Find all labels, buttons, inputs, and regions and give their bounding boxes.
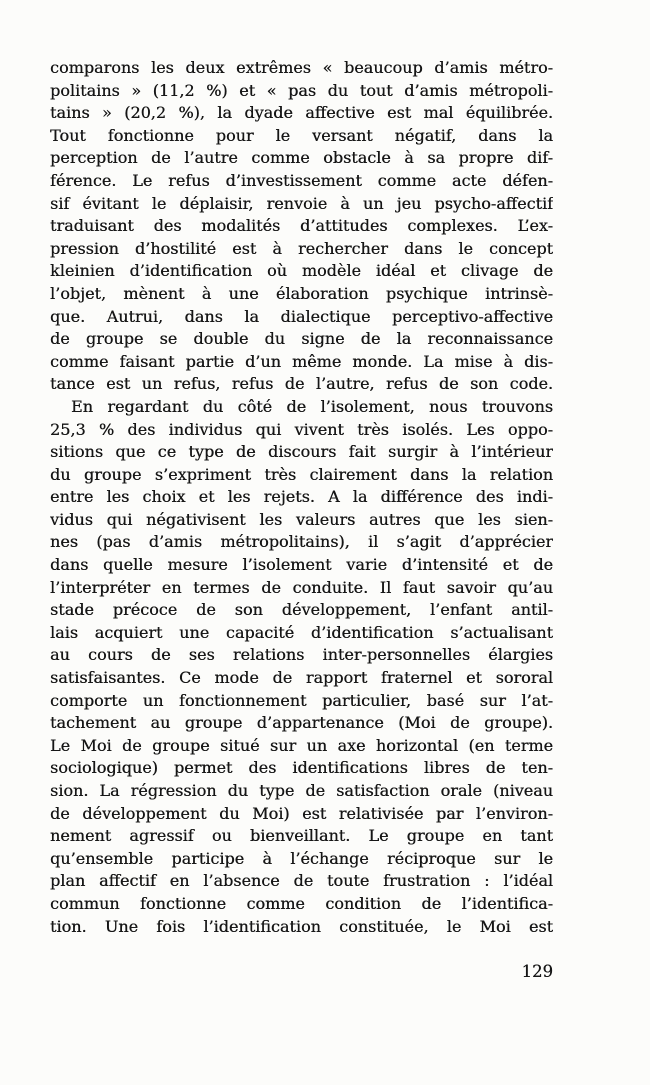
text-line: vidus qui négativisent les valeurs autres que les sien- (50, 509, 553, 529)
text-line: traduisant des modalités d’attitudes complexes. L’ex- (50, 216, 553, 236)
paragraph (50, 396, 553, 938)
text-line: sif évitant le déplaisir, renvoie à un jeu psycho-affectif (50, 193, 553, 213)
text-line: tachement au groupe d’appartenance (Moi de groupe). (50, 713, 553, 733)
text-line: que. Autrui, dans la dialectique perceptivo-affective (50, 306, 553, 326)
text-line: de développement du Moi) est relativisée par l’environ- (50, 803, 553, 823)
text-line: comparons les deux extrêmes « beaucoup d’amis métro- (50, 58, 553, 77)
text-line: Le Moi de groupe situé sur un axe horizontal (en terme (50, 735, 553, 755)
text-line: qu’ensemble participe à l’échange réciproque sur le (50, 848, 553, 868)
page-number: 129 (521, 962, 553, 981)
text-line: l’objet, mènent à une élaboration psychique intrinsè- (50, 283, 553, 303)
text-line: de groupe se double du signe de la reconnaissance (50, 329, 553, 349)
text-line: 25,3 % des individus qui vivent très isolés. Les oppo- (50, 419, 553, 439)
text-line: sociologique) permet des identifications libres de ten- (50, 758, 553, 778)
text-line: Tout fonctionne pour le versant négatif, dans la (50, 125, 553, 145)
text-line: perception de l’autre comme obstacle à sa propre dif- (50, 148, 553, 168)
text-line: pression d’hostilité est à rechercher dans le concept (50, 238, 553, 258)
text-line: stade précoce de son développement, l’enfant antil- (50, 600, 553, 620)
text-line: plan affectif en l’absence de toute frustration : l’idéal (50, 871, 553, 891)
text-line: du groupe s’expriment très clairement dans la relation (50, 464, 553, 484)
text-line: En regardant du côté de l’isolement, nous trouvons (71, 396, 553, 416)
text-line: entre les choix et les rejets. A la différence des indi- (50, 487, 553, 507)
text-line: comme faisant partie d’un même monde. La mise à dis- (50, 351, 553, 371)
text-line: férence. Le refus d’investissement comme acte défen- (50, 170, 553, 190)
text-line: au cours de ses relations inter-personnelles élargies (50, 645, 553, 665)
text-line: sion. La régression du type de satisfaction orale (niveau (50, 781, 553, 800)
text-line: lais acquiert une capacité d’identification s’actualisant (50, 622, 553, 642)
text-line: nement agressif ou bienveillant. Le groupe en tant (50, 826, 553, 846)
paragraph (50, 57, 553, 396)
text-line: nes (pas d’amis métropolitains), il s’agit d’apprécier (50, 532, 553, 552)
text-line: tion. Une fois l’identification constituée, le Moi est (50, 916, 553, 936)
text-line: kleinien d’identification où modèle idéal et clivage de (50, 261, 553, 281)
text-line: tains » (20,2 %), la dyade affective est mal équilibrée. (50, 103, 553, 123)
page-text (50, 57, 553, 938)
text-line: tance est un refus, refus de l’autre, refus de son code. (50, 374, 553, 394)
text-line: dans quelle mesure l’isolement varie d’intensité et de (50, 555, 553, 575)
text-line: sitions que ce type de discours fait surgir à l’intérieur (50, 442, 553, 462)
text-line: comporte un fonctionnement particulier, basé sur l’at- (50, 690, 553, 710)
text-line: commun fonctionne comme condition de l’identifica- (50, 893, 553, 913)
text-line: l’interpréter en termes de conduite. Il faut savoir qu’au (50, 577, 553, 597)
text-line: satisfaisantes. Ce mode de rapport fraternel et sororal (50, 668, 553, 688)
text-line: politains » (11,2 %) et « pas du tout d’amis métropoli- (50, 80, 553, 100)
